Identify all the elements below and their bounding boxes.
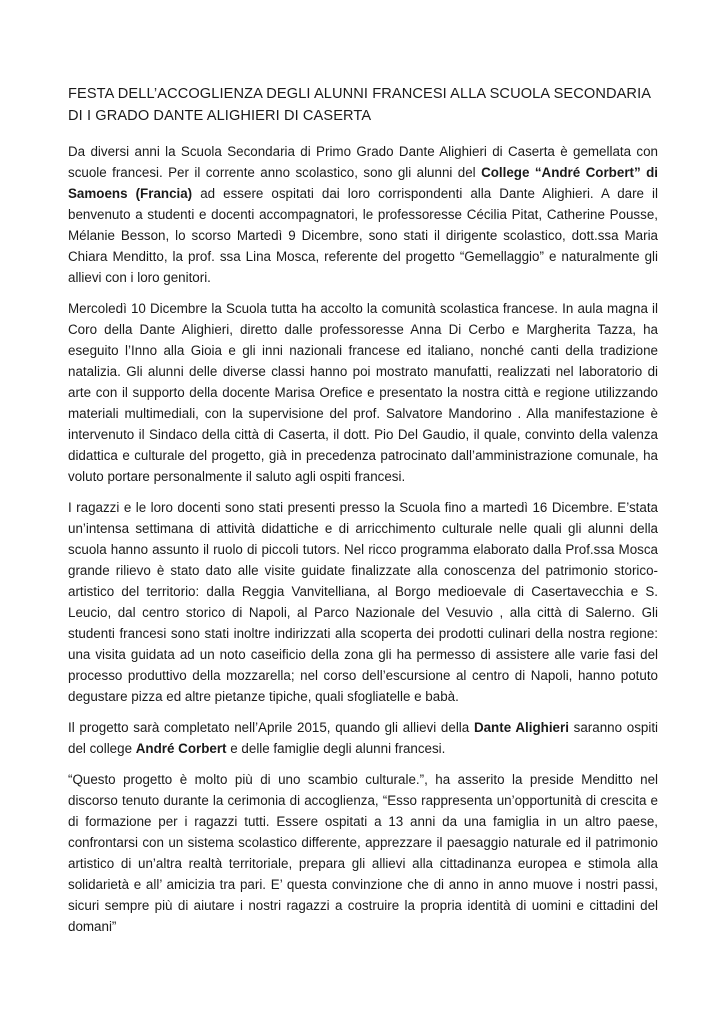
paragraph-text: Il progetto sarà completato nell’Aprile 2015, quando gli allievi della xyxy=(68,720,474,735)
paragraph-text: I ragazzi e le loro docenti sono stati presenti presso la Scuola fino a martedì 16 Dicembre. E’stata un’intensa settimana di attività didattiche e di arricchimento culturale nelle quali gli alunni della scuola hanno assunto il ruolo di piccoli tutors. Nel ricco programma elaborato dalla Prof.ssa Mosca grande rilievo è stato dato alle visite guidate finalizzate alla conoscenza del patrimonio storico-artistico del territorio: dalla Reggia Vanvitelliana, al Borgo medioevale di Casertavecchia e S. Leucio, dal centro storico di Napoli, al Parco Nazionale del Vesuvio , alla città di Salerno. Gli studenti francesi sono stati inoltre indirizzati alla scoperta dei prodotti culinari della nostra regione: una visita guidata ad un noto caseificio della zona gli ha permesso di assistere alle varie fasi del processo produttivo della mozzarella; nel corso dell’escursione al centro di Napoli, hanno potuto degustare pizza ed altre pietanze tipiche, quali sfogliatelle e babà. xyxy=(68,500,658,704)
paragraph-5 xyxy=(68,769,658,937)
paragraph-3 xyxy=(68,497,658,707)
document-title: FESTA DELL’ACCOGLIENZA DEGLI ALUNNI FRANCESI ALLA SCUOLA SECONDARIA DI I GRADO DANTE ALIGHIERI DI CASERTA xyxy=(68,86,651,124)
paragraph-text: saranno ospiti del college xyxy=(68,720,659,756)
bold-text: André Corbert xyxy=(135,741,227,756)
paragraph-1 xyxy=(68,141,658,288)
paragraph-text: “Questo progetto è molto più di uno scambio culturale.”, ha asserito la preside Menditto nel discorso tenuto durante la cerimonia di accoglienza, “Esso rappresenta un’opportunità di crescita e di formazione per i ragazzi tutti. Essere ospitati a 13 anni da una famiglia in un altro paese, confrontarsi con un sistema scolastico differente, apprezzare il paesaggio naturale ed il patrimonio artistico di un’altra realtà territoriale, prepara gli allievi alla cittadinanza europea e stimola alla solidarietà e all’ amicizia tra pari. E’ questa convinzione che di anno in anno muove i nostri passi, sicuri sempre più di aiutare i nostri ragazzi a costruire la propria identità di uomini e cittadini del domani” xyxy=(68,772,658,934)
paragraph-text: e delle famiglie degli alunni francesi. xyxy=(226,741,446,756)
paragraph-text: Mercoledì 10 Dicembre la Scuola tutta ha accolto la comunità scolastica francese. In aula magna il Coro della Dante Alighieri, diretto dalle professoresse Anna Di Cerbo e Margherita Tazza, ha eseguito l’Inno alla Gioia e gli inni nazionali francese ed italiano, nonché canti della tradizione natalizia. Gli alunni delle diverse classi hanno poi mostrato manufatti, realizzati nel laboratorio di arte con il supporto della docente Marisa Orefice e presentato la nostra città e regione utilizzando materiali multimediali, con la supervisione del prof. Salvatore Mandorino . Alla manifestazione è intervenuto il Sindaco della città di Caserta, il dott. Pio Del Gaudio, il quale, convinto della valenza didattica e culturale del progetto, già in precedenza patrocinato dall’amministrazione comunale, ha voluto portare personalmente il saluto agli ospiti francesi. xyxy=(68,301,658,484)
paragraph-text: ad essere ospitati dai loro corrispondenti alla Dante Alighieri. A dare il benvenuto a studenti e docenti accompagnatori, le professoresse Cécilia Pitat, Catherine Pousse, Mélanie Besson, lo scorso Martedì 9 Dicembre, sono stati il dirigente scolastico, dott.ssa Maria Chiara Menditto, la prof. ssa Lina Mosca, referente del progetto “Gemellaggio” e naturalmente gli allievi con i loro genitori. xyxy=(68,186,658,285)
document-page xyxy=(68,83,658,947)
paragraph-4 xyxy=(68,717,658,759)
paragraph-text: Da diversi anni la Scuola Secondaria di Primo Grado Dante Alighieri di Caserta è gemellata con scuole francesi. Per il corrente anno scolastico, sono gli alunni del xyxy=(68,144,658,180)
bold-text: College “André Corbert” di Samoens (Francia) xyxy=(68,165,658,201)
paragraph-2 xyxy=(68,298,658,487)
bold-text: Dante Alighieri xyxy=(473,720,569,735)
